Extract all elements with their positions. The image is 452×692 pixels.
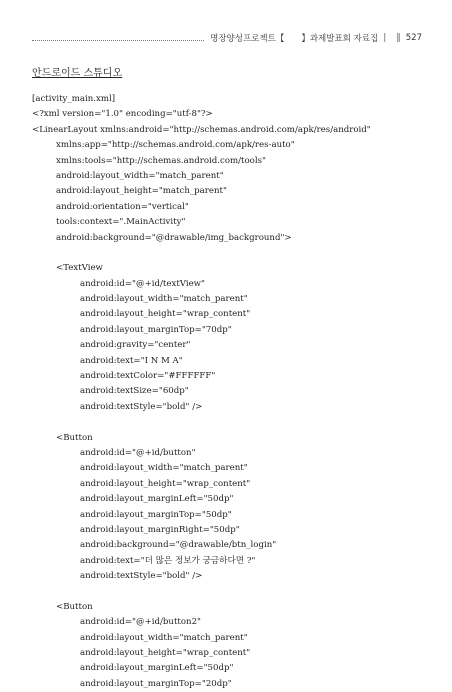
- code-line: [32, 246, 437, 261]
- page-header: [32, 30, 422, 46]
- page-number: 527: [405, 33, 422, 43]
- code-line: tools:context=".MainActivity": [56, 217, 186, 228]
- code-line: android:layout_width="match_parent": [80, 294, 248, 305]
- code-line: <Button: [56, 432, 93, 443]
- section-title: 안드로이드 스튜디오: [32, 68, 123, 79]
- code-line: android:text="I N M A": [80, 355, 183, 366]
- code-line: android:textStyle="bold" />: [80, 571, 203, 582]
- code-line: android:layout_marginTop="70dp": [80, 324, 232, 335]
- code-line: <?xml version="1.0" encoding="utf-8"?>: [32, 109, 213, 120]
- code-listing: [32, 92, 437, 692]
- header-dotted-rule: [32, 40, 204, 41]
- code-line: [32, 415, 437, 430]
- header-separator: ‖: [396, 33, 401, 43]
- code-line: android:layout_height="wrap_content": [80, 478, 251, 489]
- code-line: android:orientation="vertical": [56, 201, 189, 212]
- code-line: android:layout_marginTop="50dp": [80, 509, 232, 520]
- code-line: android:layout_width="match_parent": [80, 632, 248, 643]
- code-line: <Button: [56, 601, 93, 612]
- code-line: <TextView: [56, 263, 103, 274]
- code-line: android:layout_marginLeft="50dp": [80, 663, 234, 674]
- code-line: android:textSize="60dp": [80, 386, 189, 397]
- code-line: android:layout_marginLeft="50dp": [80, 494, 234, 505]
- code-line: android:layout_height="wrap_content": [80, 648, 251, 659]
- code-line: android:id="@+id/button": [80, 447, 196, 458]
- code-line: android:textColor="#FFFFFF": [80, 371, 216, 382]
- code-line: android:id="@+id/textView": [80, 278, 205, 289]
- code-line: [activity_main.xml]: [32, 94, 116, 104]
- code-line: android:background="@drawable/btn_login": [80, 540, 277, 551]
- code-line: android:id="@+id/button2": [80, 617, 202, 628]
- header-title: 명장양성프로젝트【 】과제발표회 자료집: [210, 34, 379, 44]
- code-line: <LinearLayout xmlns:android="http://schemas.android.com/apk/res/android": [32, 124, 371, 135]
- code-line: android:gravity="center": [80, 340, 191, 351]
- code-line: android:background="@drawable/img_background">: [56, 232, 292, 243]
- code-line: android:layout_width="match_parent": [56, 170, 224, 181]
- code-line: android:layout_marginTop="20dp": [80, 678, 232, 689]
- header-separator: |: [383, 33, 387, 43]
- code-line: xmlns:tools="http://schemas.android.com/tools": [56, 155, 266, 166]
- code-line: xmlns:app="http://schemas.android.com/apk/res-auto": [56, 140, 295, 151]
- code-line: android:layout_height="wrap_content": [80, 309, 251, 320]
- code-line: android:layout_height="match_parent": [56, 186, 227, 197]
- code-line: android:layout_width="match_parent": [80, 463, 248, 474]
- code-line: android:text="더 많은 정보가 궁금하다면 ?": [80, 555, 256, 566]
- code-line: android:layout_marginRight="50dp": [80, 524, 240, 535]
- code-line: android:textStyle="bold" />: [80, 401, 203, 412]
- code-line: [32, 585, 437, 600]
